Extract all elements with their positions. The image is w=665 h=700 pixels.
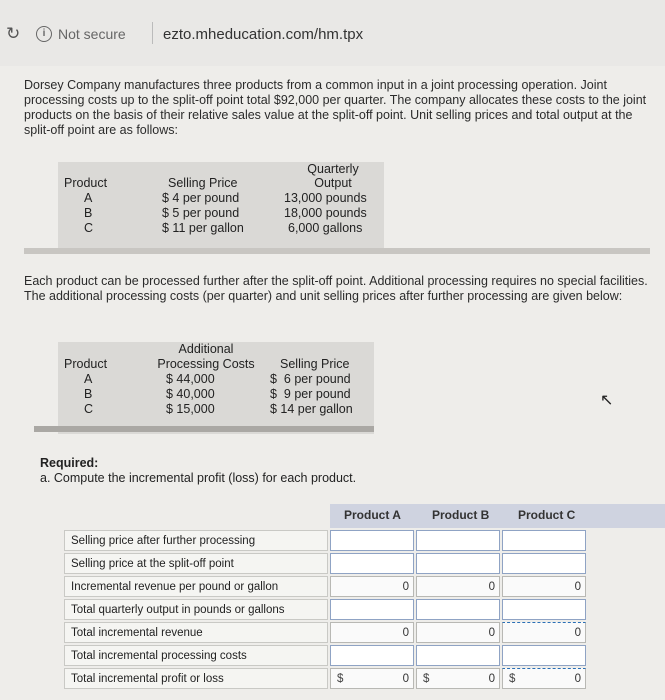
answer-cell-product-a <box>330 622 414 643</box>
answer-row <box>64 576 664 598</box>
answer-row <box>64 622 664 644</box>
answer-cell-value: 0 <box>402 581 409 593</box>
answer-cell-product-a <box>330 576 414 597</box>
mouse-cursor-icon: ↖ <box>600 392 614 409</box>
answer-grid-header <box>330 504 665 528</box>
security-label: Not secure <box>58 26 126 42</box>
table2-header-price: Selling Price <box>280 357 350 371</box>
answer-cell-product-b[interactable] <box>416 599 500 620</box>
table2-row-a-product: A <box>84 372 93 386</box>
answer-cell-value: 0 <box>402 673 409 685</box>
currency-symbol: $ <box>337 673 344 685</box>
answer-cell-product-a[interactable] <box>330 530 414 551</box>
answer-row-label: Total incremental revenue <box>64 622 328 643</box>
table1-row-a-price: $ 4 per pound <box>162 191 240 205</box>
answer-cell-value: 0 <box>488 627 495 639</box>
browser-toolbar <box>0 0 665 66</box>
answer-row-label: Total quarterly output in pounds or gallons <box>64 599 328 620</box>
currency-symbol: $ <box>509 673 516 685</box>
table1-header-output-1: Quarterly <box>307 162 359 176</box>
answer-row <box>64 668 664 690</box>
answer-cell-product-c <box>502 576 586 597</box>
table1-row-b-product: B <box>84 206 93 220</box>
table1-header-product: Product <box>64 176 108 190</box>
header-product-b: Product B <box>432 508 490 522</box>
answer-row-label: Selling price at the split-off point <box>64 553 328 574</box>
table2-row-b-product: B <box>84 387 93 401</box>
table2-header-cost-1: Additional <box>178 342 234 356</box>
further-processing-table <box>58 342 374 434</box>
answer-cell-product-c[interactable] <box>502 599 586 620</box>
splitoff-table <box>58 162 384 252</box>
table2-header-product: Product <box>64 357 108 371</box>
answer-cell-value: 0 <box>488 581 495 593</box>
table2-row-a-cost: $ 44,000 <box>166 372 215 386</box>
table2-row-c-product: C <box>84 402 94 416</box>
address-divider <box>152 22 153 44</box>
answer-row-label: Incremental revenue per pound or gallon <box>64 576 328 597</box>
address-bar[interactable]: ezto.mheducation.com/hm.tpx <box>163 26 364 43</box>
required-title: Required: <box>40 456 99 470</box>
answer-cell-product-a <box>330 668 414 689</box>
table2-divider <box>34 426 374 432</box>
table1-row-a-output: 13,000 pounds <box>284 191 367 205</box>
intro-paragraph: Dorsey Company manufactures three products from a common input in a joint processing operation. Joint processing costs up to the split-off point total $92,000 per quarter. The company allocates these costs to the joint products on the basis of their relative sales value at the split-off point. Unit selling prices and total output at the split-off point are as follows: <box>24 78 647 137</box>
header-product-c: Product C <box>518 508 576 522</box>
table2-header-cost-2: Processing Costs <box>157 357 255 371</box>
answer-cell-product-c[interactable] <box>502 645 586 666</box>
table1-row-c-output: 6,000 gallons <box>288 221 363 235</box>
page-content <box>0 66 665 700</box>
answer-cell-product-a[interactable] <box>330 645 414 666</box>
info-icon: i <box>36 26 52 42</box>
answer-row <box>64 530 664 552</box>
table1-row-b-output: 18,000 pounds <box>284 206 367 220</box>
table1-header-price: Selling Price <box>168 176 238 190</box>
answer-row-label: Selling price after further processing <box>64 530 328 551</box>
answer-cell-product-a[interactable] <box>330 599 414 620</box>
table2-row-a-price: $ 6 per pound <box>270 372 351 386</box>
answer-row-label: Total incremental profit or loss <box>64 668 328 689</box>
table2-row-c-cost: $ 15,000 <box>166 402 215 416</box>
answer-cell-value: 0 <box>574 627 581 639</box>
further-processing-paragraph: Each product can be processed further after the split-off point. Additional processing requires no special facilities. The additional processing costs (per quarter) and unit selling prices after further processing are given below: <box>24 274 648 303</box>
answer-cell-product-b[interactable] <box>416 530 500 551</box>
table1-row-c-price: $ 11 per gallon <box>162 221 244 235</box>
currency-symbol: $ <box>423 673 430 685</box>
security-indicator[interactable] <box>36 26 126 42</box>
answer-cell-value: 0 <box>574 673 581 685</box>
answer-cell-value: 0 <box>488 673 495 685</box>
table1-header-output-2: Output <box>314 176 352 190</box>
answer-cell-product-a[interactable] <box>330 553 414 574</box>
answer-cell-product-c[interactable] <box>502 553 586 574</box>
table1-row-b-price: $ 5 per pound <box>162 206 240 220</box>
table1-divider <box>24 248 650 254</box>
table2-row-b-price: $ 9 per pound <box>270 387 351 401</box>
answer-cell-product-b[interactable] <box>416 553 500 574</box>
answer-row <box>64 645 664 667</box>
table2-row-c-price: $ 14 per gallon <box>270 402 353 416</box>
answer-cell-product-b <box>416 668 500 689</box>
table1-row-c-product: C <box>84 221 94 235</box>
answer-row <box>64 599 664 621</box>
reload-icon[interactable]: ↻ <box>6 24 21 43</box>
answer-cell-product-b <box>416 622 500 643</box>
answer-cell-product-c[interactable] <box>502 530 586 551</box>
answer-cell-value: 0 <box>574 581 581 593</box>
answer-cell-product-c <box>502 622 586 643</box>
answer-row <box>64 553 664 575</box>
table2-row-b-cost: $ 40,000 <box>166 387 215 401</box>
answer-cell-value: 0 <box>402 627 409 639</box>
answer-cell-product-b[interactable] <box>416 645 500 666</box>
header-product-a: Product A <box>344 508 401 522</box>
answer-cell-product-c <box>502 668 586 689</box>
required-instruction: a. Compute the incremental profit (loss) for each product. <box>40 471 357 485</box>
answer-cell-product-b <box>416 576 500 597</box>
answer-row-label: Total incremental processing costs <box>64 645 328 666</box>
table1-row-a-product: A <box>84 191 93 205</box>
